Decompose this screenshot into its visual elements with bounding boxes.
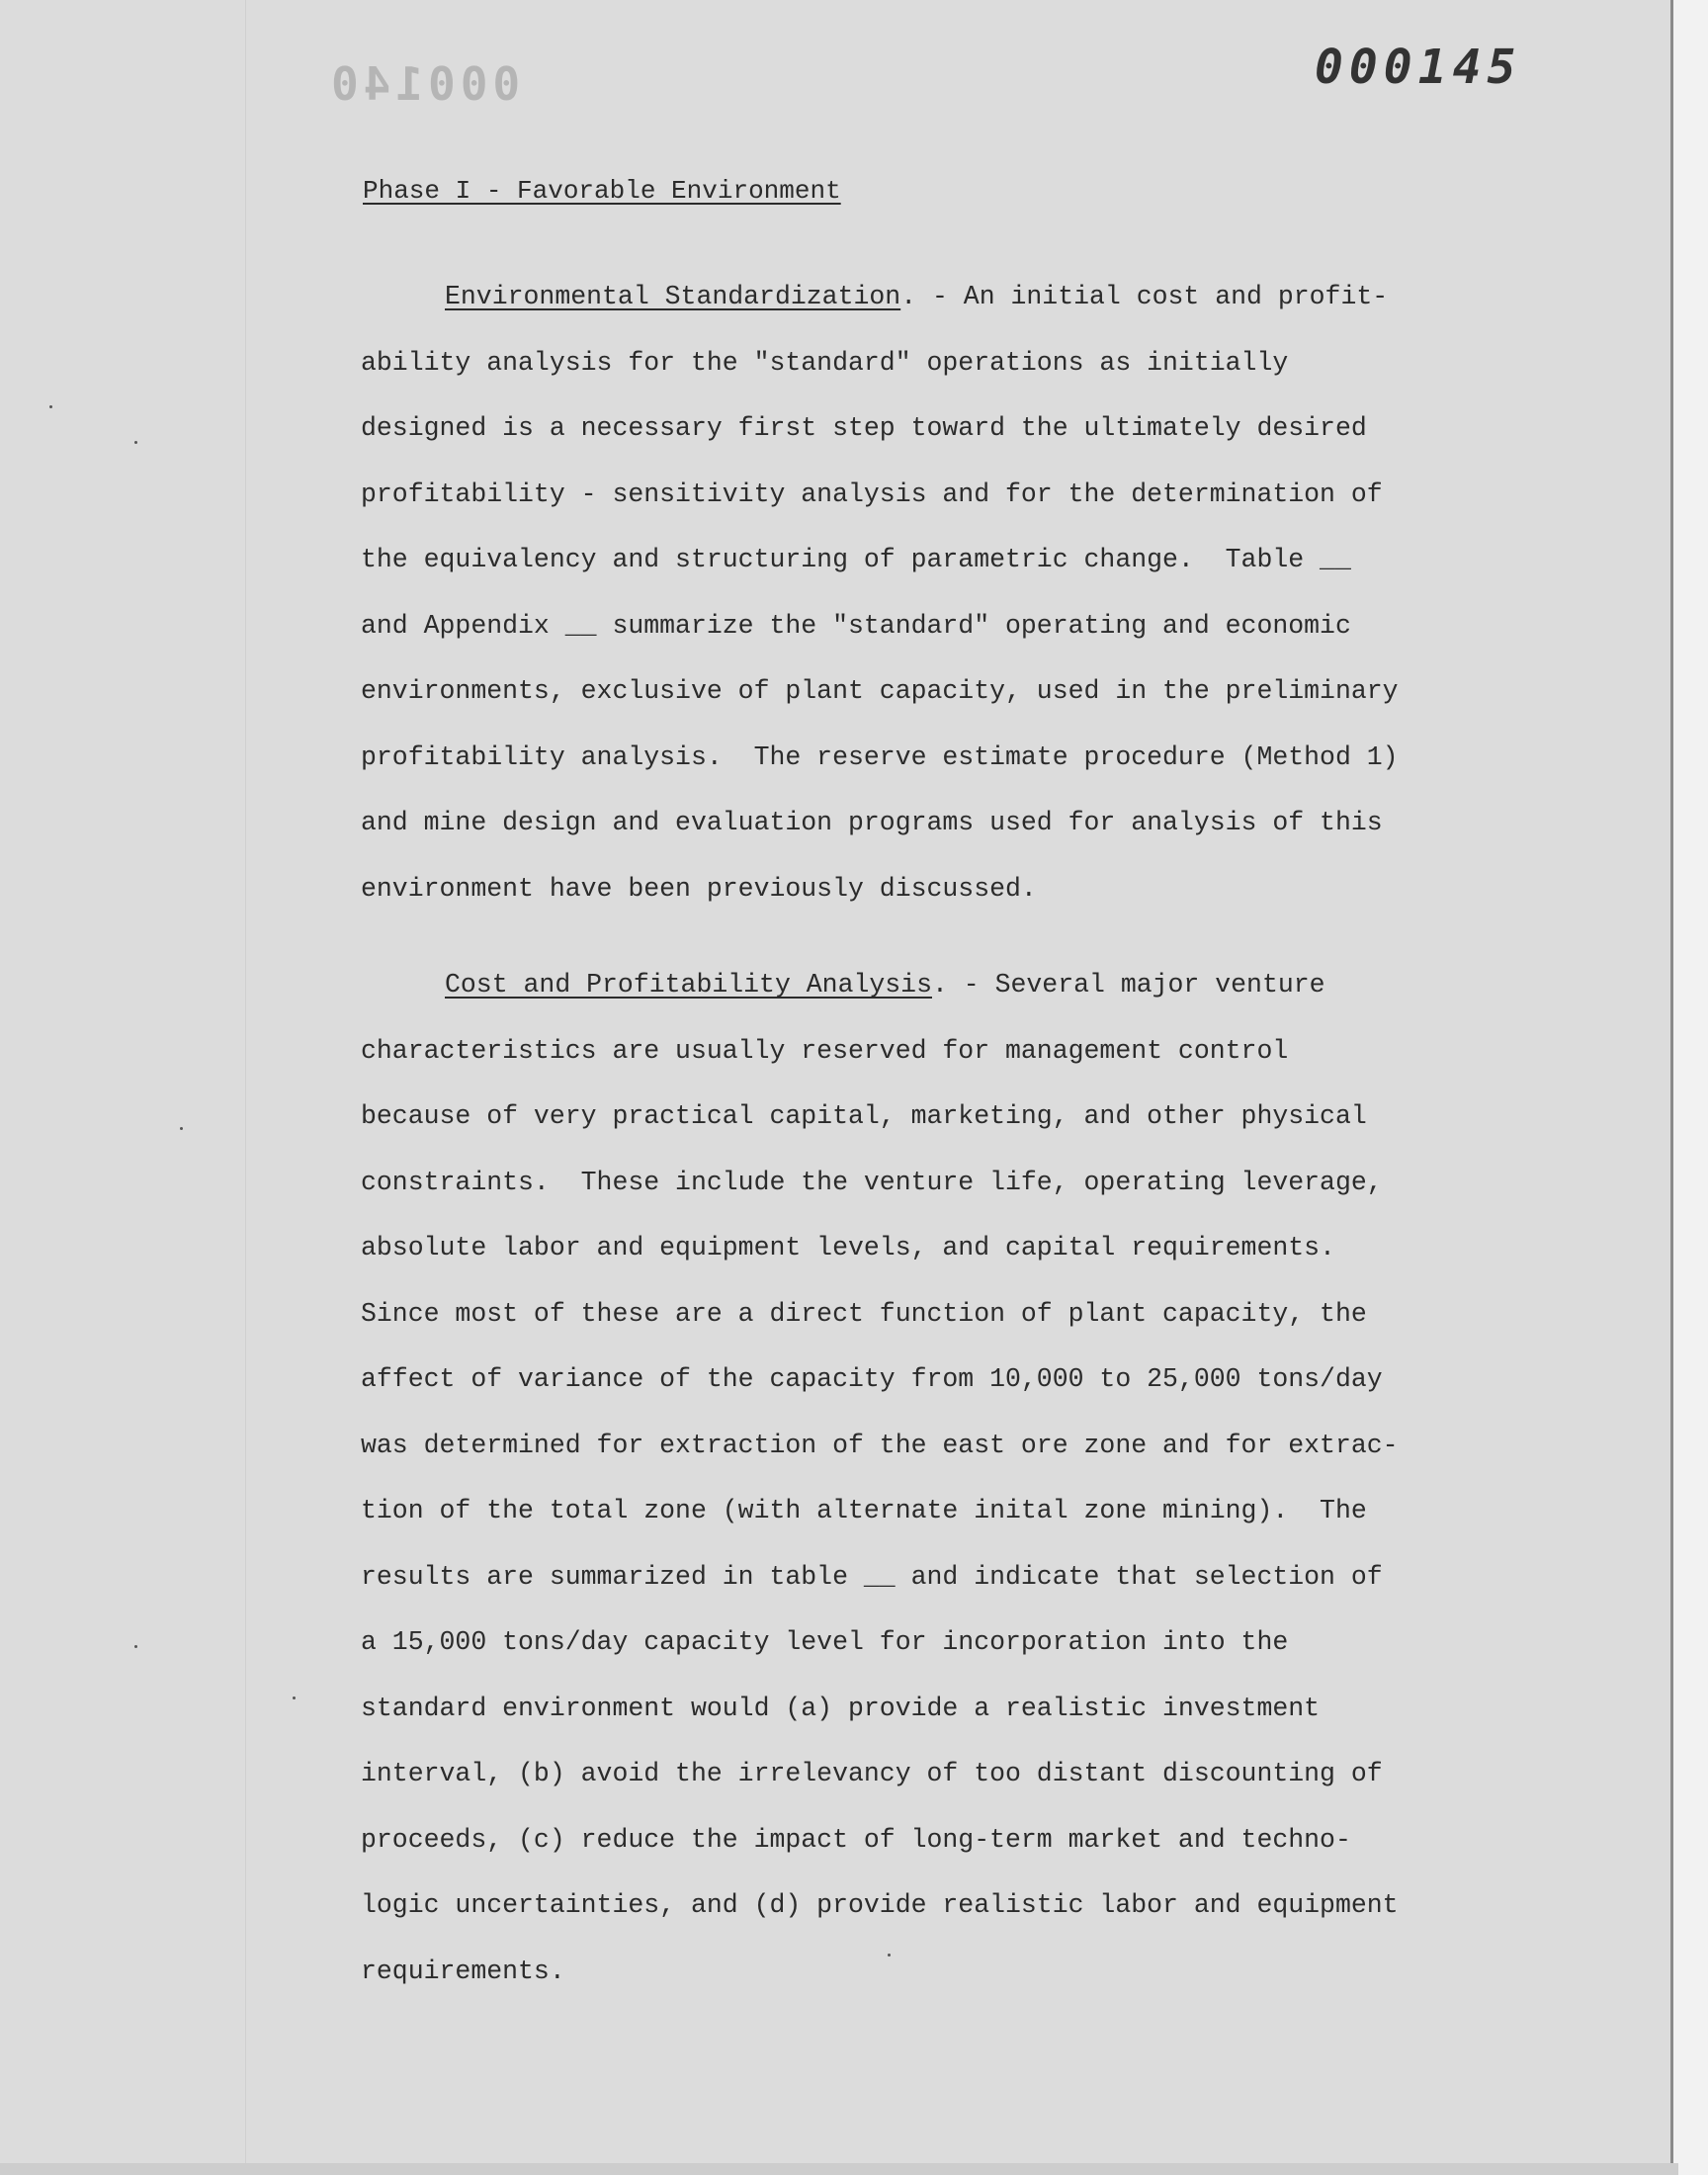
page-number-stamp: 000145 (1315, 40, 1522, 95)
text-line: proceeds, (c) reduce the impact of long-term market and techno- (361, 1824, 1351, 1855)
scan-speck (293, 1696, 296, 1699)
text-line: absolute labor and equipment levels, and capital requirements. (361, 1233, 1335, 1262)
text-line: and Appendix __ summarize the "standard" operating and economic (361, 610, 1351, 641)
paragraph-environmental-standardization (361, 277, 1646, 934)
text-line: characteristics are usually reserved for management control (361, 1035, 1289, 1066)
text-line: Since most of these are a direct function of plant capacity, the (361, 1298, 1367, 1329)
text-line: ability analysis for the "standard" operations as initially (361, 347, 1289, 378)
paragraph-first-line (445, 277, 1646, 343)
bleed-through-stamp: 000140 (326, 57, 521, 111)
scan-speck (49, 405, 52, 408)
text-line: was determined for extraction of the east ore zone and for extrac- (361, 1430, 1399, 1460)
paragraph-title: Environmental Standardization (445, 282, 901, 311)
text-line: constraints. These include the venture life, operating leverage, (361, 1167, 1383, 1197)
text-line: and mine design and evaluation programs used for analysis of this (361, 808, 1383, 837)
text-line: requirements. (361, 1956, 565, 1986)
scan-speck (134, 441, 137, 444)
text-line: affect of variance of the capacity from 10,000 to 25,000 tons/day (361, 1364, 1383, 1394)
text-line: logic uncertainties, and (d) provide realistic labor and equipment (361, 1890, 1399, 1920)
page-right-edge (1670, 0, 1708, 2175)
scan-speck (180, 1127, 183, 1130)
page-fold-line (245, 0, 246, 2175)
text-line: designed is a necessary first step toward the ultimately desired (361, 413, 1367, 443)
scan-speck (134, 1645, 137, 1648)
paragraph-cost-profitability-analysis (361, 965, 1646, 2017)
section-heading: Phase I - Favorable Environment (363, 176, 841, 206)
text-line: interval, (b) avoid the irrelevancy of too distant discounting of (361, 1759, 1383, 1788)
text-line: because of very practical capital, marketing, and other physical (361, 1101, 1367, 1131)
paragraph-title-tail: . - Several major venture (931, 970, 1325, 1000)
text-line: profitability analysis. The reserve estimate procedure (Method 1) (361, 741, 1399, 772)
text-line: results are summarized in table __ and indicate that selection of (361, 1561, 1383, 1592)
text-line: environment have been previously discussed. (361, 873, 1037, 904)
text-line: standard environment would (a) provide a realistic investment (361, 1693, 1321, 1723)
page-bottom-edge (0, 2163, 1678, 2175)
text-line: profitability - sensitivity analysis and for the determination of (361, 478, 1383, 509)
paragraph-first-line (445, 965, 1646, 1031)
paragraph-title-tail: . - An initial cost and profit- (900, 282, 1389, 311)
text-line: a 15,000 tons/day capacity level for incorporation into the (361, 1627, 1289, 1657)
paragraph-title: Cost and Profitability Analysis (445, 970, 932, 1000)
text-line: the equivalency and structuring of parametric change. Table __ (361, 545, 1351, 574)
text-line: tion of the total zone (with alternate inital zone mining). The (361, 1496, 1367, 1525)
scan-speck (888, 1954, 891, 1957)
text-line: environments, exclusive of plant capacity, used in the preliminary (361, 676, 1399, 706)
